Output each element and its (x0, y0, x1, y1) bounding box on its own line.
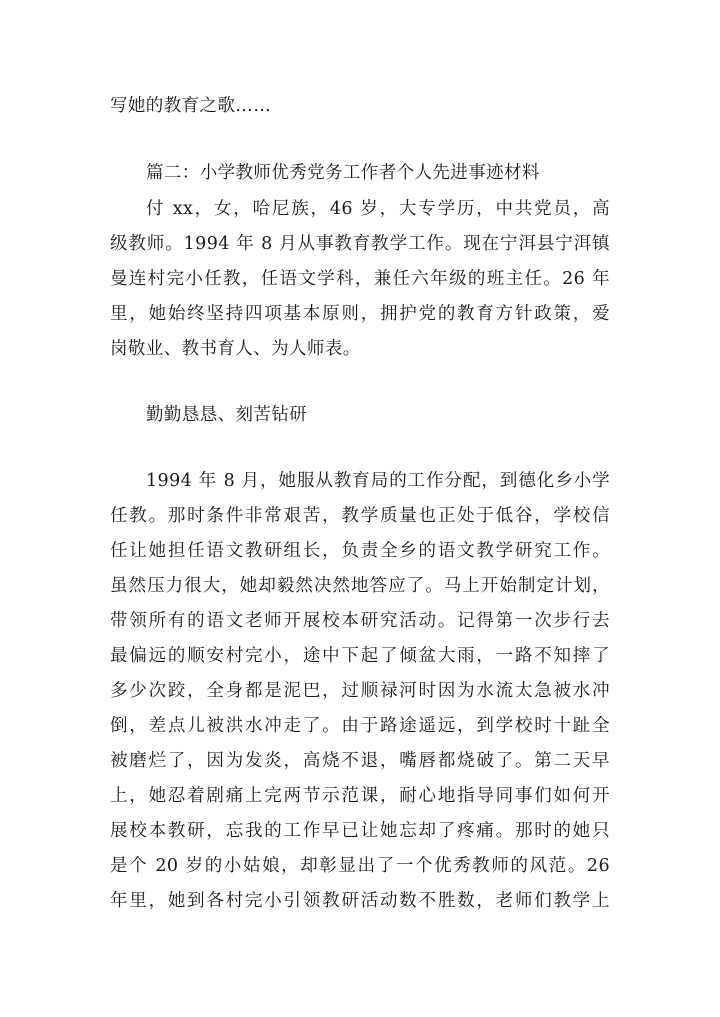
para2-line-8: 倒，差点儿被洪水冲走了。由于路途遥远，到学校时十趾全 (110, 716, 610, 736)
para2-line-2: 任教。那时条件非常艰苦，教学质量也正处于低谷，学校信 (110, 506, 610, 526)
intro-tail-line: 写她的教育之歌…… (110, 96, 272, 116)
para2-line-10: 上，她忍着剧痛上完两节示范课，耐心地指导同事们如何开 (110, 786, 610, 806)
para2-line-9: 被磨烂了，因为发炎，高烧不退，嘴唇都烧破了。第二天早 (110, 751, 610, 771)
para2-line-5: 带领所有的语文老师开展校本研究活动。记得第一次步行去 (110, 611, 610, 631)
para2-line-1: 1994 年 8 月，她服从教育局的工作分配，到德化乡小学 (146, 471, 610, 491)
para2-line-7: 多少次跤，全身都是泥巴，过顺禄河时因为水流太急被水冲 (110, 681, 610, 701)
para2-line-11: 展校本教研，忘我的工作早已让她忘却了疼痛。那时的她只 (110, 821, 610, 841)
para1-line-4: 里，她始终坚持四项基本原则，拥护党的教育方针政策，爱 (110, 304, 610, 324)
para2-line-4: 虽然压力很大，她却毅然决然地答应了。马上开始制定计划， (110, 576, 610, 596)
subheading: 勤勤恳恳、刻苦钻研 (146, 405, 308, 425)
para2-line-13: 年里，她到各村完小引领教研活动数不胜数，老师们教学上 (110, 891, 610, 911)
para1-line-2: 级教师。1994 年 8 月从事教育教学工作。现在宁洱县宁洱镇 (110, 234, 610, 254)
para2-line-3: 任让她担任语文教研组长，负责全乡的语文教学研究工作。 (110, 541, 610, 561)
para2-line-12: 是个 20 岁的小姑娘，却彰显出了一个优秀教师的风范。26 (110, 856, 610, 876)
section-title: 篇二：小学教师优秀党务工作者个人先进事迹材料 (146, 163, 540, 183)
para1-line-1: 付 xx，女，哈尼族，46 岁，大专学历，中共党员，高 (146, 199, 610, 219)
para2-line-6: 最偏远的顺安村完小，途中下起了倾盆大雨，一路不知摔了 (110, 646, 610, 666)
para1-line-5: 岗敬业、教书育人、为人师表。 (110, 339, 361, 359)
para1-line-3: 曼连村完小任教，任语文学科，兼任六年级的班主任。26 年 (110, 269, 610, 289)
